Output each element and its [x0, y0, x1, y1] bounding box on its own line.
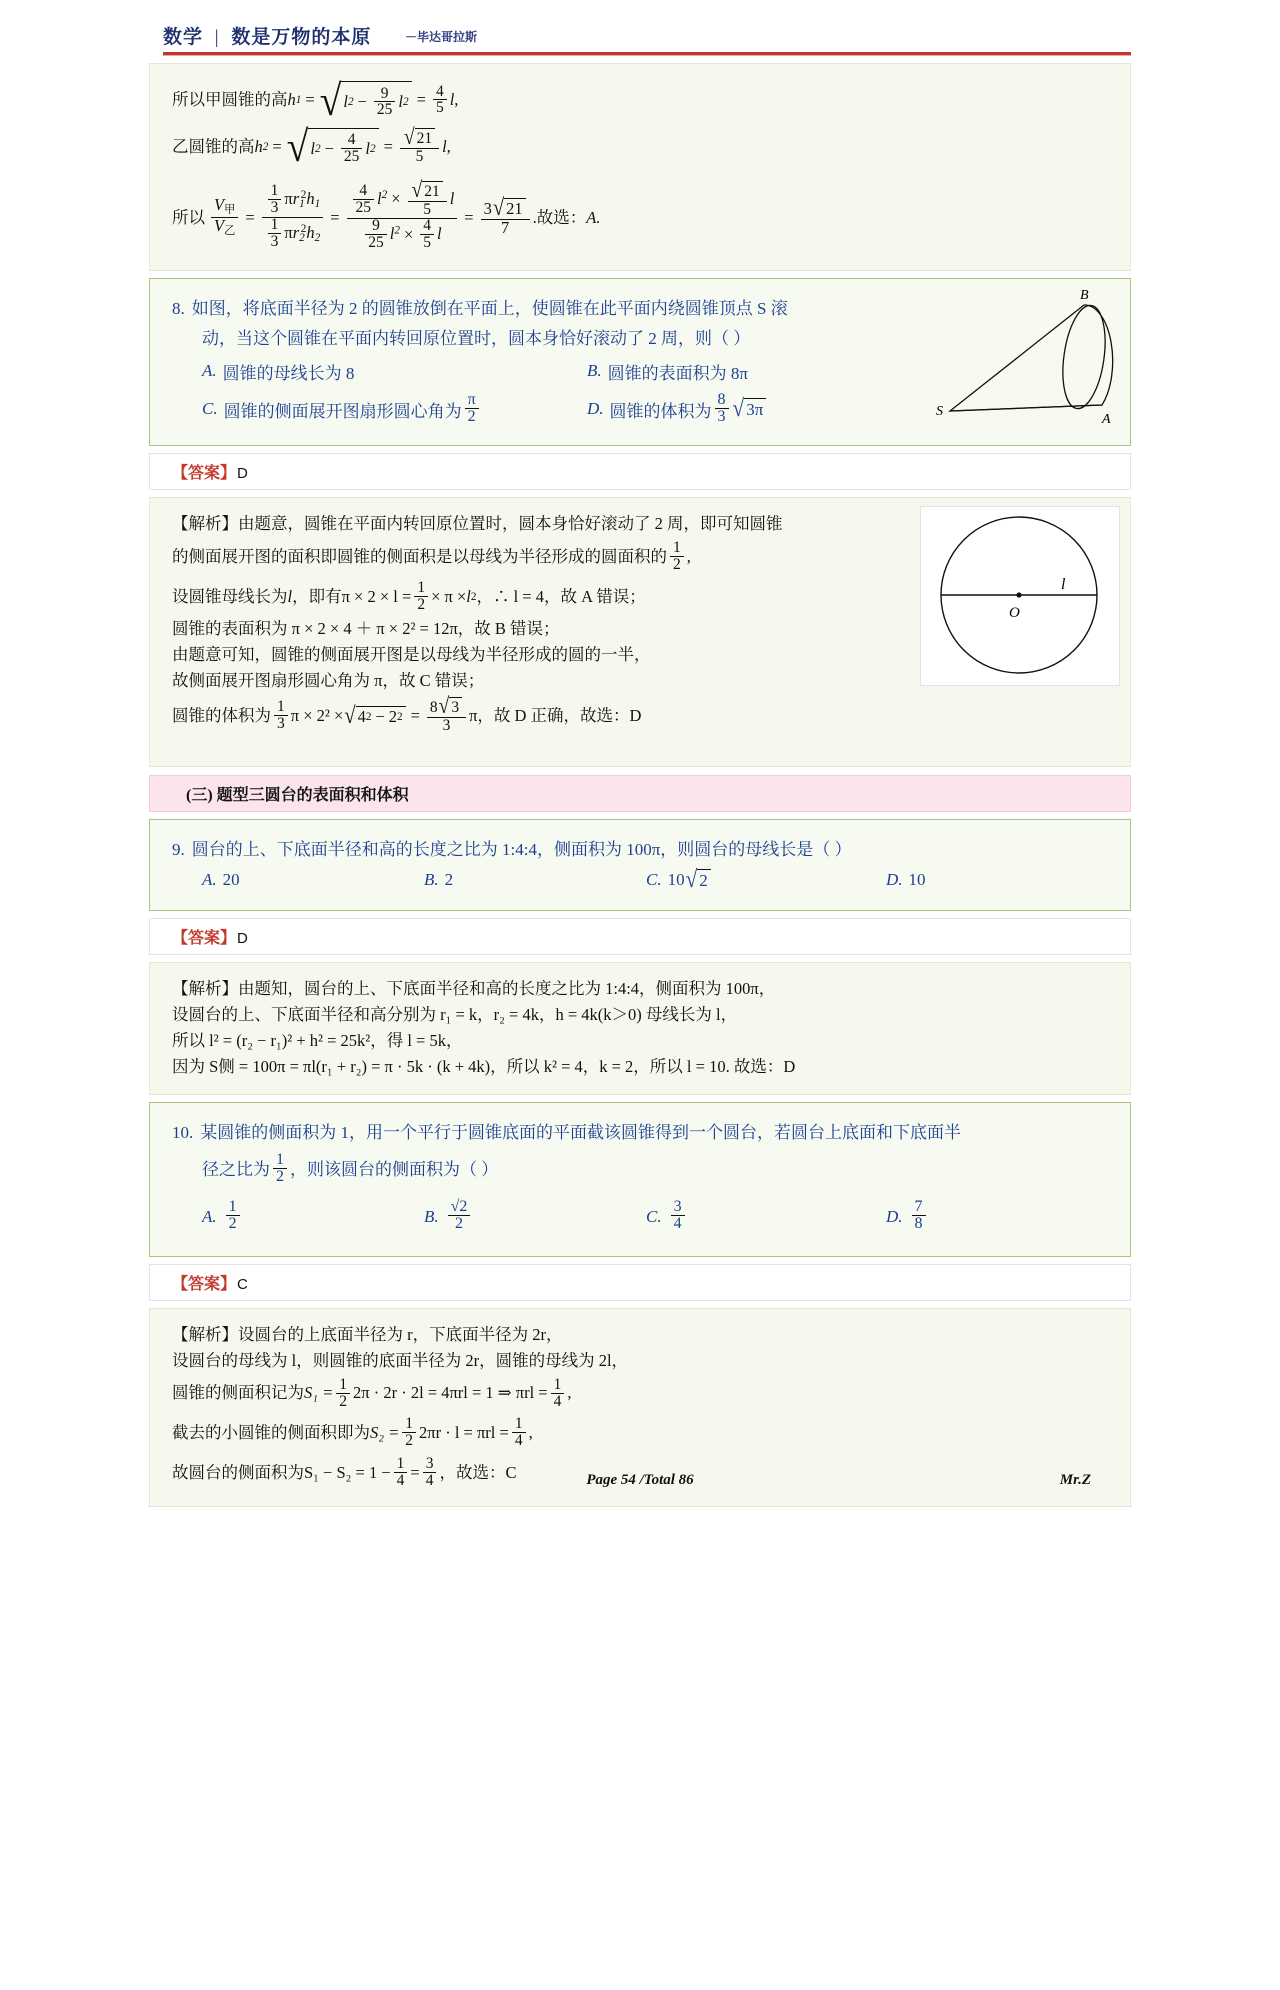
section-header-3 [149, 775, 1131, 812]
explanation-8-tag: 【解析】 [172, 514, 238, 534]
explanation-10-tag: 【解析】 [172, 1324, 238, 1344]
footer-author: Mr.Z [1059, 1472, 1091, 1489]
option-b-text: 圆锥的表面积为 8π [607, 363, 748, 383]
ratio-expanded-2: $\frac{4}{25}$ $l^2$ × √ 21 5 l $\frac{9}{25}$ $l^2$ × $\frac{4}{5}$ l [347, 182, 458, 252]
question-8-block [149, 278, 1131, 446]
circle-figure [921, 507, 1117, 683]
header-rule [163, 52, 1131, 55]
answer-10-row [172, 1271, 1114, 1294]
q10-option-d-label: D. [886, 1206, 903, 1226]
question-9-block [149, 819, 1131, 911]
exp10-f5-2d: 4 [425, 1471, 434, 1489]
answer-10-block [149, 1264, 1131, 1301]
h1-variable: h [287, 90, 296, 110]
question-10-line-2 [172, 1152, 1114, 1186]
answer-8-block [149, 453, 1131, 490]
explanation-10-text-4c: 2πr · l = πrl = [419, 1423, 509, 1443]
frac-half-den: 2 [673, 555, 681, 573]
question-10-text-1: 某圆锥的侧面积为 1，用一个平行于圆锥底面的平面截该圆锥得到一个圆台，若圆台上底面和下底面半 [200, 1123, 961, 1143]
q9-option-c-label: C. [646, 870, 662, 890]
answer-9-block [149, 918, 1131, 955]
question-10-option-c[interactable] [646, 1200, 886, 1234]
explanation-10-line-2 [172, 1352, 1114, 1371]
circle-figure-container [920, 506, 1120, 686]
question-8-option-b[interactable] [587, 359, 748, 384]
solution-line-3: 所以 $\frac{V_甲}{V_乙}$ = $\frac{1}{3}$ $\pi r_1^2h_1$ $\frac{1}{3}$ $\pi r_2^2h_2$ = $\frac{4}{25}$ $l^2$ × √ 21 5 l $\frac{9}{25}$ $l^2$ × $\frac{4}{5}$ l = 3 √ 21 7 .故选： A. [172, 178, 601, 252]
h1-subscript: 1 [295, 94, 302, 107]
question-9-number: 9. [172, 840, 185, 860]
cone-figure [934, 287, 1124, 427]
q10-option-a-label: A. [202, 1206, 217, 1226]
exp10-f5-1n: 1 [394, 1456, 408, 1473]
page-header [135, 10, 1145, 56]
explanation-8-text-4: 圆锥的表面积为 π × 2 × 4 ＋ π × 2² = 12π，故 B 错误； [172, 619, 560, 639]
explanation-9-tag: 【解析】 [172, 979, 238, 999]
sqrt-h1: √ l 2 − $\frac{9}{25}$ l 2 [320, 81, 412, 121]
q9-option-a-text: 20 [222, 870, 240, 890]
q10-option-c-frac [671, 1199, 685, 1233]
explanation-10-line-3: 圆锥的侧面积记为 S₁ = $\frac{1}{2}$ 2π · 2r · 2l = 4πrl = 1 ⇒ πrl = $\frac{1}{4}$ , [172, 1375, 572, 1410]
option-d-label: D. [587, 399, 604, 419]
question-10-text-2b: ，则该圆台的侧面积为（ ） [289, 1159, 499, 1179]
q9-option-d-label: D. [886, 870, 903, 890]
question-10-line-1 [172, 1122, 1114, 1143]
explanation-10-text-5d: ，故选：C [439, 1462, 517, 1482]
h2-subscript: 2 [262, 140, 269, 153]
explanation-8-expr-7b: π × 2² × [290, 705, 344, 725]
q9-option-c-radicand: 2 [699, 871, 708, 891]
explanation-9-text-1: 由题知，圆台的上、下底面半径和高的长度之比为 1:4:4，侧面积为 100π， [238, 979, 776, 999]
exp10-f2n: 1 [551, 1377, 565, 1394]
question-9-text: 圆台的上、下底面半径和高的长度之比为 1:4:4，侧面积为 100π，则圆台的母线长是（ ） [191, 840, 852, 860]
explanation-8-block [149, 497, 1131, 767]
explanation-8-line-7: 圆锥的体积为 $\frac{1}{3}$ π × 2² × √ 4 2 − 2 2 = 8 √ 3 3 π，故 D 正确，故选：D [172, 694, 642, 734]
frac-3-num: 1 [414, 580, 428, 597]
question-10-number: 10. [172, 1123, 194, 1143]
question-10-text-2a: 径之比为 [202, 1159, 270, 1179]
question-9-option-a[interactable] [202, 870, 424, 890]
sqrt-h2: √ l 2 − $\frac{4}{25}$ l 2 [287, 128, 379, 168]
solution-line-3-tail: .故选： [532, 207, 587, 227]
q10-option-c-label: C. [646, 1206, 662, 1226]
h2-variable: h [254, 136, 263, 156]
header-author: －毕达哥拉斯 [405, 30, 478, 44]
solution-line-3-label: 所以 [172, 207, 205, 227]
q9-option-b-text: 2 [444, 870, 454, 890]
explanation-10-text-1: 设圆台的上底面半径为 r，下底面半径为 2r， [238, 1324, 563, 1344]
explanation-8-frac-half [670, 540, 684, 573]
exp10-f5-2n: 3 [423, 1456, 437, 1473]
explanation-10-eq-5c: = [410, 1462, 420, 1482]
option-c-fraction [465, 392, 479, 426]
option-d-numerator: 8 [715, 392, 729, 409]
q10-opt-c-num: 3 [671, 1199, 685, 1216]
explanation-9-text-2: 设圆台的上、下底面半径和高分别为 r₁ = k，r₂ = 4k，h = 4k(k＞0) 母线长为 l， [172, 1005, 738, 1025]
q9-option-c-text: 10 [667, 870, 685, 890]
question-10-option-a[interactable] [202, 1200, 424, 1234]
q10-opt-b-num: √2 [448, 1199, 471, 1216]
question-9-option-b[interactable] [424, 870, 646, 890]
explanation-9-line-3 [172, 1032, 1114, 1051]
footer-page-number: Page 54 /Total 86 [586, 1472, 694, 1489]
explanation-10-s1: S₁ = [304, 1383, 334, 1403]
circle-label-o: O [1009, 605, 1020, 622]
page-footer [149, 1472, 1131, 1489]
explanation-8-var-l2: l [466, 586, 471, 606]
explanation-10-expr-5b: S₁ − S₂ = 1 − [304, 1462, 391, 1482]
q10-option-b-label: B. [424, 1206, 439, 1226]
explanation-10-frac-3-1 [336, 1377, 350, 1410]
explanation-8-var-l: l [287, 586, 293, 606]
header-motto: 数是万物的本原 [231, 27, 372, 48]
option-d-radical: √ 3π [733, 398, 767, 420]
exp10-f1n: 1 [336, 1377, 350, 1394]
volume-ratio-frac: $\frac{V_甲}{V_乙}$ [211, 197, 238, 237]
option-c-text: 圆锥的侧面展开图扇形圆心角为 [223, 401, 462, 421]
solution-line-2-label: 乙圆锥的高 [172, 136, 255, 156]
solution-continuation-block [149, 63, 1131, 271]
option-c-numerator: π [465, 392, 479, 409]
explanation-9-line-2 [172, 1006, 1114, 1025]
q10-option-a-frac [226, 1199, 240, 1233]
question-9-line-1 [172, 839, 1114, 860]
q10-ratio-den: 2 [276, 1167, 284, 1185]
answer-9-value: D [237, 930, 248, 948]
option-c-label: C. [202, 399, 218, 419]
q10-ratio-num: 1 [273, 1152, 287, 1169]
q10-opt-d-num: 7 [912, 1199, 926, 1216]
solution-line-1-label: 所以甲圆锥的高 [172, 90, 288, 110]
explanation-10-text-3c: 2π · 2r · 2l = 4πrl = 1 ⇒ πrl = [353, 1383, 548, 1403]
explanation-8-text-3a: 设圆锥母线长为 [172, 586, 288, 606]
explanation-8-expr-3e: × π × [431, 586, 467, 606]
solution-line-2: 乙圆锥的高 h 2 = √ l 2 − $\frac{4}{25}$ l 2 = √ 21 5 l , [172, 123, 451, 172]
answer-9-row [172, 925, 1114, 948]
explanation-10-text-3a: 圆锥的侧面积记为 [172, 1383, 304, 1403]
question-8-text-2: 动，当这个圆锥在平面内转回原位置时，圆本身恰好滚动了 2 周，则（ ） [202, 329, 751, 349]
question-8-option-c[interactable] [202, 390, 587, 427]
solution-line-1: 所以甲圆锥的高 h 1 = √ l 2 − $\frac{9}{25}$ l 2 = $\frac{4}{5}$ l , [172, 76, 459, 125]
explanation-10-line-4: 截去的小圆锥的侧面积即为 S₂ = $\frac{1}{2}$ 2πr · l = πrl = $\frac{1}{4}$ , [172, 1415, 533, 1450]
answer-9-tag: 【答案】 [172, 930, 237, 948]
explanation-10-frac-3-2 [551, 1377, 565, 1410]
q10-option-b-frac [448, 1199, 471, 1233]
header-divider: | [214, 27, 220, 48]
explanation-8-frac-third: $\frac{1}{3}$ [274, 699, 288, 732]
option-d-fraction [715, 392, 729, 426]
option-a-text: 圆锥的母线长为 8 [222, 363, 355, 383]
question-9-option-c[interactable] [646, 865, 886, 894]
explanation-9-text-4: 因为 S侧 = 100π = πl(r₁ + r₂) = π · 5k · (k + 4k)，所以 k² = 4，k = 2，所以 l = 10. 故选：D [172, 1057, 796, 1077]
explanation-8-frac-7: 8 √ 3 3 [427, 697, 466, 733]
explanation-9-block [149, 962, 1131, 1095]
explanation-8-text-7c: π，故 D 正确，故选：D [469, 705, 642, 725]
option-b-label: B. [587, 361, 602, 381]
explanation-8-expr-3d: π × 2 × l = [341, 586, 412, 606]
answer-8-value: D [237, 465, 248, 483]
exp10-f4-2n: 1 [512, 1416, 526, 1433]
explanation-8-line-3: 设圆锥母线长为 l ，即有 π × 2 × l = $\frac{1}{2}$ × π × l 2 ，∴ l = 4，故 A 错误； [172, 578, 646, 613]
question-10-options-row [172, 1200, 1114, 1234]
question-10-ratio-frac [273, 1152, 287, 1186]
exp10-f1d: 2 [339, 1392, 347, 1410]
cone-label-a: A [1102, 412, 1111, 428]
answer-10-value: C [237, 1275, 248, 1293]
question-8-option-a[interactable] [202, 359, 587, 384]
answer-8-row [172, 460, 1114, 483]
explanation-10-text-5a: 故圆台的侧面积为 [172, 1462, 304, 1482]
explanation-8-text-7a: 圆锥的体积为 [172, 705, 271, 725]
q9-option-a-label: A. [202, 870, 217, 890]
question-10-option-b[interactable] [424, 1200, 646, 1234]
q10-option-d-frac [912, 1199, 926, 1233]
header-title [163, 22, 371, 49]
explanation-8-text-3g: ，∴ l = 4，故 A 错误； [476, 586, 646, 606]
option-c-denominator: 2 [467, 407, 476, 425]
question-8-number: 8. [172, 299, 185, 319]
answer-8-tag: 【答案】 [172, 465, 237, 483]
option-d-suffix: 3π [746, 400, 764, 420]
q9-option-d-text: 10 [908, 870, 926, 890]
option-d-denominator: 3 [717, 407, 726, 425]
option-d-text: 圆锥的体积为 [609, 401, 712, 421]
exp10-f5-1d: 4 [396, 1471, 405, 1489]
q10-opt-b-den: 2 [455, 1215, 463, 1233]
ratio-expanded-1: $\frac{1}{3}$ $\pi r_1^2h_1$ $\frac{1}{3}$ $\pi r_2^2h_2$ [262, 184, 324, 250]
question-10-option-d[interactable] [886, 1200, 929, 1234]
explanation-10-text-2: 设圆台的母线为 l，则圆锥的底面半径为 2r，圆锥的母线为 2l， [172, 1350, 629, 1370]
q10-opt-c-den: 4 [673, 1215, 682, 1233]
explanation-10-text-4a: 截去的小圆锥的侧面积即为 [172, 1423, 370, 1443]
explanation-8-text-3c: ，即有 [292, 586, 342, 606]
exp10-f2d: 4 [553, 1392, 562, 1410]
exp10-f4-1d: 2 [405, 1432, 413, 1450]
explanation-10-frac-4-2 [512, 1416, 526, 1449]
ratio-result: 3 √ 21 7 [481, 198, 530, 236]
explanation-9-line-1 [172, 980, 1114, 999]
explanation-8-text-6: 故侧面展开图扇形圆心角为 π，故 C 错误； [172, 671, 485, 691]
explanation-10-s2: S₂ = [370, 1423, 400, 1443]
q10-opt-d-den: 8 [914, 1215, 923, 1233]
explanation-8-text-1: 由题意，圆锥在平面内转回原位置时，圆本身恰好滚动了 2 周，即可知圆锥 [238, 514, 783, 534]
question-9-option-d[interactable] [886, 870, 926, 890]
explanation-8-text-5: 由题意可知，圆锥的侧面展开图是以母线为半径形成的圆的一半， [172, 645, 651, 665]
frac-7-num: 8 [429, 699, 438, 717]
explanation-8-line-2: 的侧面展开图的面积即圆锥的侧面积是以母线为半径形成的圆面积的 $\frac{1}{2}$ , [172, 539, 691, 573]
explanation-9-text-3: 所以 l² = (r₂ − r₁)² + h² = 25k²，得 l = 5k， [172, 1031, 463, 1051]
cone-label-b: B [1080, 288, 1089, 304]
explanation-8-sqrt-7: √ 4 2 − 2 2 [344, 706, 405, 727]
exp10-f4-2d: 4 [514, 1432, 523, 1450]
question-8-option-d[interactable] [587, 390, 767, 427]
q10-opt-a-num: 1 [226, 1199, 240, 1216]
option-a-label: A. [202, 361, 217, 381]
q9-option-b-label: B. [424, 870, 439, 890]
q9-option-c-radical: √ 2 [686, 869, 711, 891]
document-page [135, 0, 1145, 1507]
explanation-8-frac-3 [414, 580, 428, 613]
question-10-block [149, 1102, 1131, 1256]
circle-label-l: l [1061, 576, 1066, 594]
frac-half-num: 1 [670, 540, 684, 557]
question-8-text-1: 如图，将底面半径为 2 的圆锥放倒在平面上，使圆锥在此平面内绕圆锥顶点 S 滚 [191, 299, 788, 319]
section-header-title: (三) 题型三圆台的表面积和体积 [186, 787, 409, 805]
explanation-9-line-4 [172, 1058, 1114, 1077]
solution-choice: A. [586, 207, 601, 227]
explanation-8-text-2: 的侧面展开图的面积即圆锥的侧面积是以母线为半径形成的圆面积的 [172, 546, 667, 566]
frac-3-den: 2 [417, 595, 426, 613]
q10-opt-a-den: 2 [228, 1215, 237, 1233]
cone-label-s: S [936, 404, 943, 420]
answer-10-tag: 【答案】 [172, 1275, 237, 1293]
frac-7-den: 3 [442, 716, 451, 734]
question-9-options-row [172, 865, 1114, 894]
exp10-f4-1n: 1 [402, 1416, 416, 1433]
header-subject: 数学 [163, 27, 204, 48]
explanation-10-frac-4-1 [402, 1416, 416, 1449]
explanation-10-line-1 [172, 1326, 1114, 1345]
